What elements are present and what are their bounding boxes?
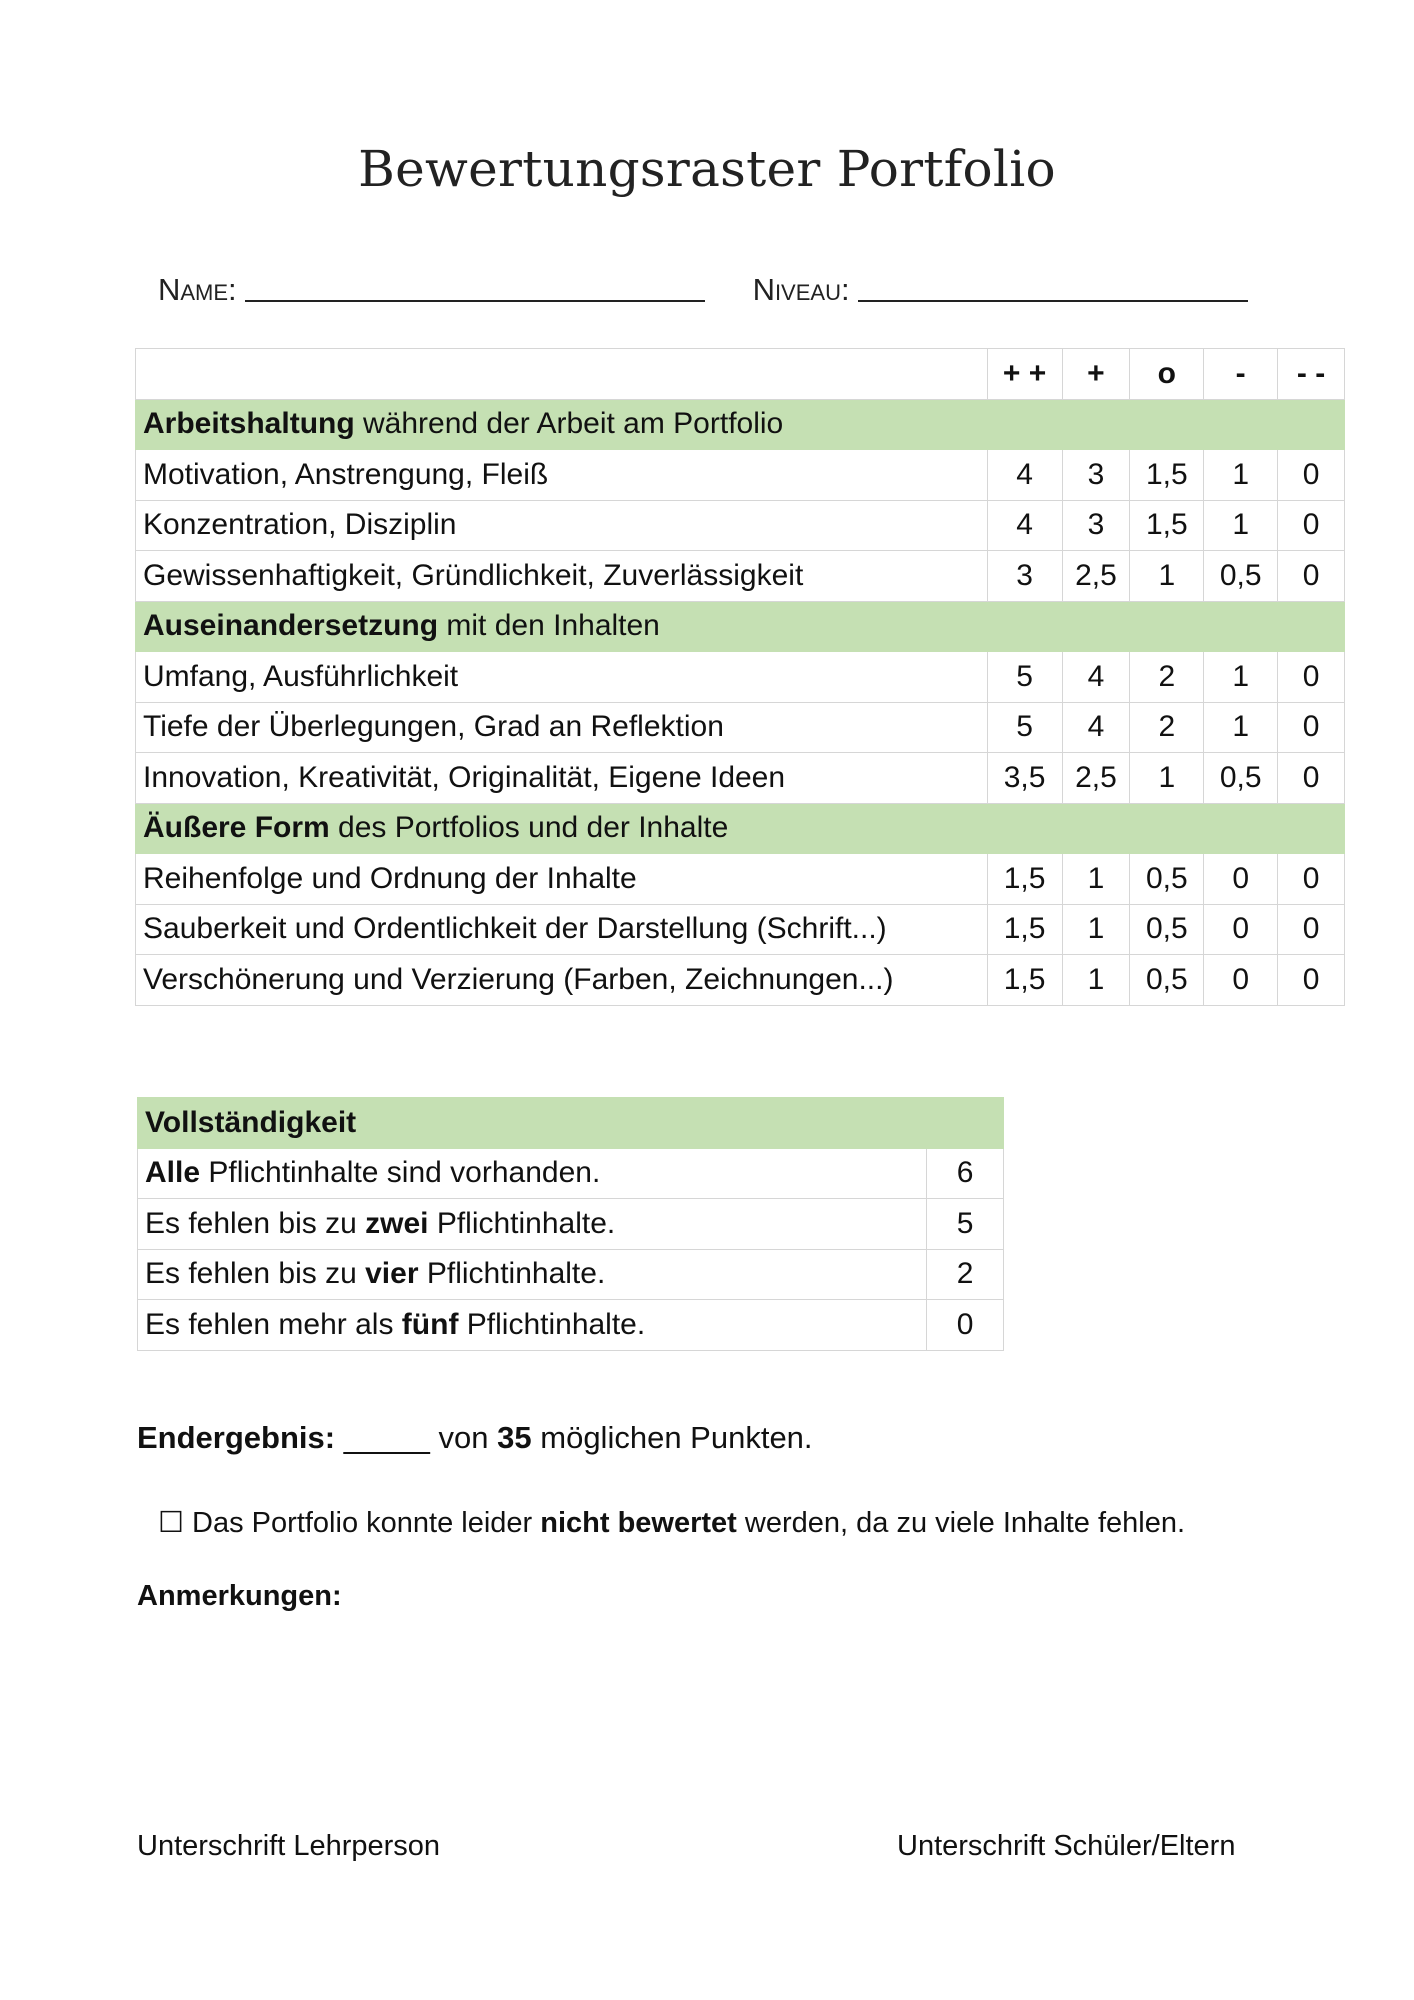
completeness-post: Pflichtinhalte sind vorhanden. (200, 1156, 601, 1190)
score-cell[interactable]: 1 (1204, 652, 1278, 703)
section-title-bold: Äußere Form (143, 811, 330, 845)
score-cell[interactable]: 0,5 (1204, 753, 1278, 804)
rubric-table (135, 348, 1345, 1006)
completeness-points[interactable]: 5 (927, 1199, 1004, 1250)
score-cell[interactable]: 0,5 (1130, 854, 1204, 905)
rubric-row (136, 500, 1345, 551)
score-cell[interactable]: 1 (1204, 702, 1278, 753)
score-cell[interactable]: 0 (1204, 854, 1278, 905)
score-cell[interactable]: 1 (1062, 854, 1130, 905)
rubric-row (136, 854, 1345, 905)
score-cell[interactable]: 2 (1130, 702, 1204, 753)
notice-bold: nicht bewertet (540, 1507, 737, 1539)
completeness-row (138, 1148, 1004, 1199)
completeness-label (138, 1199, 927, 1250)
criterion-label: Innovation, Kreativität, Originalität, Eigene Ideen (136, 753, 988, 804)
rubric-section-title (136, 803, 1345, 854)
score-cell[interactable]: 1,5 (987, 904, 1062, 955)
rubric-section-row (136, 601, 1345, 652)
rubric-header-cell: + (1062, 349, 1130, 400)
completeness-bold: zwei (365, 1206, 429, 1240)
rubric-row (136, 652, 1345, 703)
score-cell[interactable]: 5 (987, 702, 1062, 753)
completeness-row (138, 1300, 1004, 1351)
completeness-points[interactable]: 0 (927, 1300, 1004, 1351)
rubric-section-row (136, 803, 1345, 854)
completeness-row (138, 1249, 1004, 1300)
rubric-row (136, 551, 1345, 602)
rubric-row (136, 904, 1345, 955)
section-title-rest: während der Arbeit am Portfolio (354, 407, 784, 441)
score-cell[interactable]: 0 (1278, 955, 1345, 1006)
completeness-header-row (138, 1098, 1004, 1149)
section-title-bold: Auseinandersetzung (143, 609, 439, 643)
completeness-points[interactable]: 6 (927, 1148, 1004, 1199)
score-cell[interactable]: 0 (1204, 904, 1278, 955)
rubric-section-title (136, 601, 1345, 652)
name-label: Name: (158, 272, 237, 307)
score-cell[interactable]: 4 (987, 450, 1062, 501)
completeness-title-text: Vollständigkeit (145, 1105, 357, 1139)
score-cell[interactable]: 1 (1204, 450, 1278, 501)
notice-pre: Das Portfolio konnte leider (184, 1507, 541, 1539)
not-rated-checkbox[interactable]: ☐ (158, 1507, 184, 1539)
completeness-table (137, 1097, 1004, 1351)
score-cell[interactable]: 0 (1278, 652, 1345, 703)
page-title: Bewertungsraster Portfolio (358, 140, 1056, 198)
score-cell[interactable]: 3 (987, 551, 1062, 602)
name-field[interactable] (245, 270, 705, 302)
signature-teacher: Unterschrift Lehrperson (137, 1830, 441, 1862)
score-cell[interactable]: 1 (1204, 500, 1278, 551)
score-cell[interactable]: 1,5 (1130, 450, 1204, 501)
niveau-field[interactable] (858, 270, 1248, 302)
criterion-label: Gewissenhaftigkeit, Gründlichkeit, Zuverlässigkeit (136, 551, 988, 602)
rubric-row (136, 753, 1345, 804)
header-fields (158, 270, 1248, 308)
score-cell[interactable]: 1,5 (987, 955, 1062, 1006)
completeness-pre: Es fehlen bis zu (145, 1257, 366, 1291)
score-cell[interactable]: 1 (1130, 753, 1204, 804)
score-cell[interactable]: 3 (1062, 450, 1130, 501)
final-result (137, 1420, 813, 1456)
score-cell[interactable]: 1,5 (1130, 500, 1204, 551)
completeness-row (138, 1199, 1004, 1250)
score-cell[interactable]: 1 (1062, 955, 1130, 1006)
rubric-section-row (136, 399, 1345, 450)
rubric-row (136, 450, 1345, 501)
result-post-total: möglichen Punkten. (531, 1420, 813, 1455)
rubric-row (136, 702, 1345, 753)
score-cell[interactable]: 1 (1130, 551, 1204, 602)
completeness-points[interactable]: 2 (927, 1249, 1004, 1300)
score-cell[interactable]: 1,5 (987, 854, 1062, 905)
score-cell[interactable]: 0 (1278, 753, 1345, 804)
criterion-label: Reihenfolge und Ordnung der Inhalte (136, 854, 988, 905)
score-cell[interactable]: 0 (1278, 450, 1345, 501)
rubric-header-cell: + + (987, 349, 1062, 400)
score-cell[interactable]: 3,5 (987, 753, 1062, 804)
completeness-post: Pflichtinhalte. (458, 1307, 646, 1341)
completeness-label (138, 1300, 927, 1351)
score-cell[interactable]: 0,5 (1130, 955, 1204, 1006)
result-pre-total: von (429, 1420, 498, 1455)
completeness-post: Pflichtinhalte. (428, 1206, 616, 1240)
rubric-section-title (136, 399, 1345, 450)
score-cell[interactable]: 5 (987, 652, 1062, 703)
rubric-header-cell: - - (1278, 349, 1345, 400)
niveau-label: Niveau: (752, 272, 850, 307)
completeness-bold: vier (365, 1257, 419, 1291)
result-label: Endergebnis: (137, 1420, 336, 1455)
completeness-post: Pflichtinhalte. (418, 1257, 606, 1291)
score-cell[interactable]: 0,5 (1130, 904, 1204, 955)
rubric-row (136, 955, 1345, 1006)
criterion-label: Sauberkeit und Ordentlichkeit der Darstellung (Schrift...) (136, 904, 988, 955)
not-rated-notice (158, 1505, 1185, 1540)
rubric-header-empty (136, 349, 988, 400)
section-title-bold: Arbeitshaltung (143, 407, 355, 441)
score-cell[interactable]: 0 (1204, 955, 1278, 1006)
criterion-label: Konzentration, Disziplin (136, 500, 988, 551)
completeness-title (138, 1098, 1004, 1149)
score-cell[interactable]: 2,5 (1062, 753, 1130, 804)
score-cell[interactable]: 2,5 (1062, 551, 1130, 602)
criterion-label: Umfang, Ausführlichkeit (136, 652, 988, 703)
score-cell[interactable]: 0 (1278, 854, 1345, 905)
completeness-bold: fünf (401, 1307, 459, 1341)
score-cell[interactable]: 0 (1278, 551, 1345, 602)
result-blank[interactable]: _____ (343, 1420, 430, 1455)
score-cell[interactable]: 1 (1062, 904, 1130, 955)
signature-student-parents: Unterschrift Schüler/Eltern (897, 1830, 1236, 1862)
result-total: 35 (497, 1420, 532, 1455)
score-cell[interactable]: 0 (1278, 904, 1345, 955)
rubric-header-cell: - (1204, 349, 1278, 400)
rubric-header-row (136, 349, 1345, 400)
criterion-label: Motivation, Anstrengung, Fleiß (136, 450, 988, 501)
score-cell[interactable]: 4 (1062, 702, 1130, 753)
completeness-pre: Es fehlen mehr als (145, 1307, 402, 1341)
completeness-pre: Es fehlen bis zu (145, 1206, 366, 1240)
score-cell[interactable]: 4 (987, 500, 1062, 551)
remarks-label: Anmerkungen: (137, 1580, 342, 1612)
completeness-bold: Alle (145, 1156, 201, 1190)
score-cell[interactable]: 4 (1062, 652, 1130, 703)
criterion-label: Verschönerung und Verzierung (Farben, Zeichnungen...) (136, 955, 988, 1006)
rubric-header-cell: o (1130, 349, 1204, 400)
score-cell[interactable]: 0,5 (1204, 551, 1278, 602)
criterion-label: Tiefe der Überlegungen, Grad an Reflektion (136, 702, 988, 753)
score-cell[interactable]: 0 (1278, 702, 1345, 753)
score-cell[interactable]: 0 (1278, 500, 1345, 551)
notice-post: werden, da zu viele Inhalte fehlen. (736, 1507, 1186, 1539)
score-cell[interactable]: 2 (1130, 652, 1204, 703)
completeness-label (138, 1148, 927, 1199)
score-cell[interactable]: 3 (1062, 500, 1130, 551)
section-title-rest: mit den Inhalten (438, 609, 660, 643)
completeness-label (138, 1249, 927, 1300)
section-title-rest: des Portfolios und der Inhalte (329, 811, 729, 845)
